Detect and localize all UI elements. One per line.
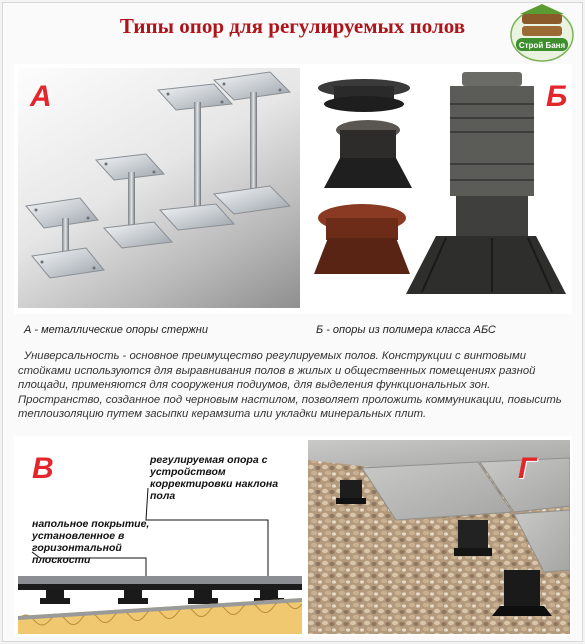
description-text: Универсальность - основное преимущество регулируемых полов. Конструкции с винтовыми стойками используются для выравнивания полов в жилых и общественных помещениях разной площади, применяются для сооружения подиумов, для выделения функциональных зон. Пространство, созданное под черновым настилом, позволяет проложить коммуникации, повысить теплоизоляцию путем засыпки керамзита или укладки минеральных плит. <box>18 350 562 420</box>
caption-a: А - металлические опоры стержни <box>24 324 208 336</box>
logo-text: Строй Баня <box>518 41 566 50</box>
logo <box>508 2 576 64</box>
label-floor-covering: напольное покрытие, установленное в горизонтальной плоскости <box>32 518 150 566</box>
label-adjustable-support: регулируемая опора с устройством корректировки наклона пола <box>150 454 279 502</box>
caption-b: Б - опоры из полимера класса АБС <box>316 324 496 336</box>
letter-v: В <box>32 452 54 485</box>
letter-g: Г <box>518 452 537 485</box>
page-title: Типы опор для регулируемых полов <box>119 14 466 38</box>
photo-polymer-supports <box>306 68 570 308</box>
letter-b: Б <box>546 80 568 113</box>
photo-metal-supports <box>18 68 300 308</box>
letter-a: А <box>30 80 52 113</box>
